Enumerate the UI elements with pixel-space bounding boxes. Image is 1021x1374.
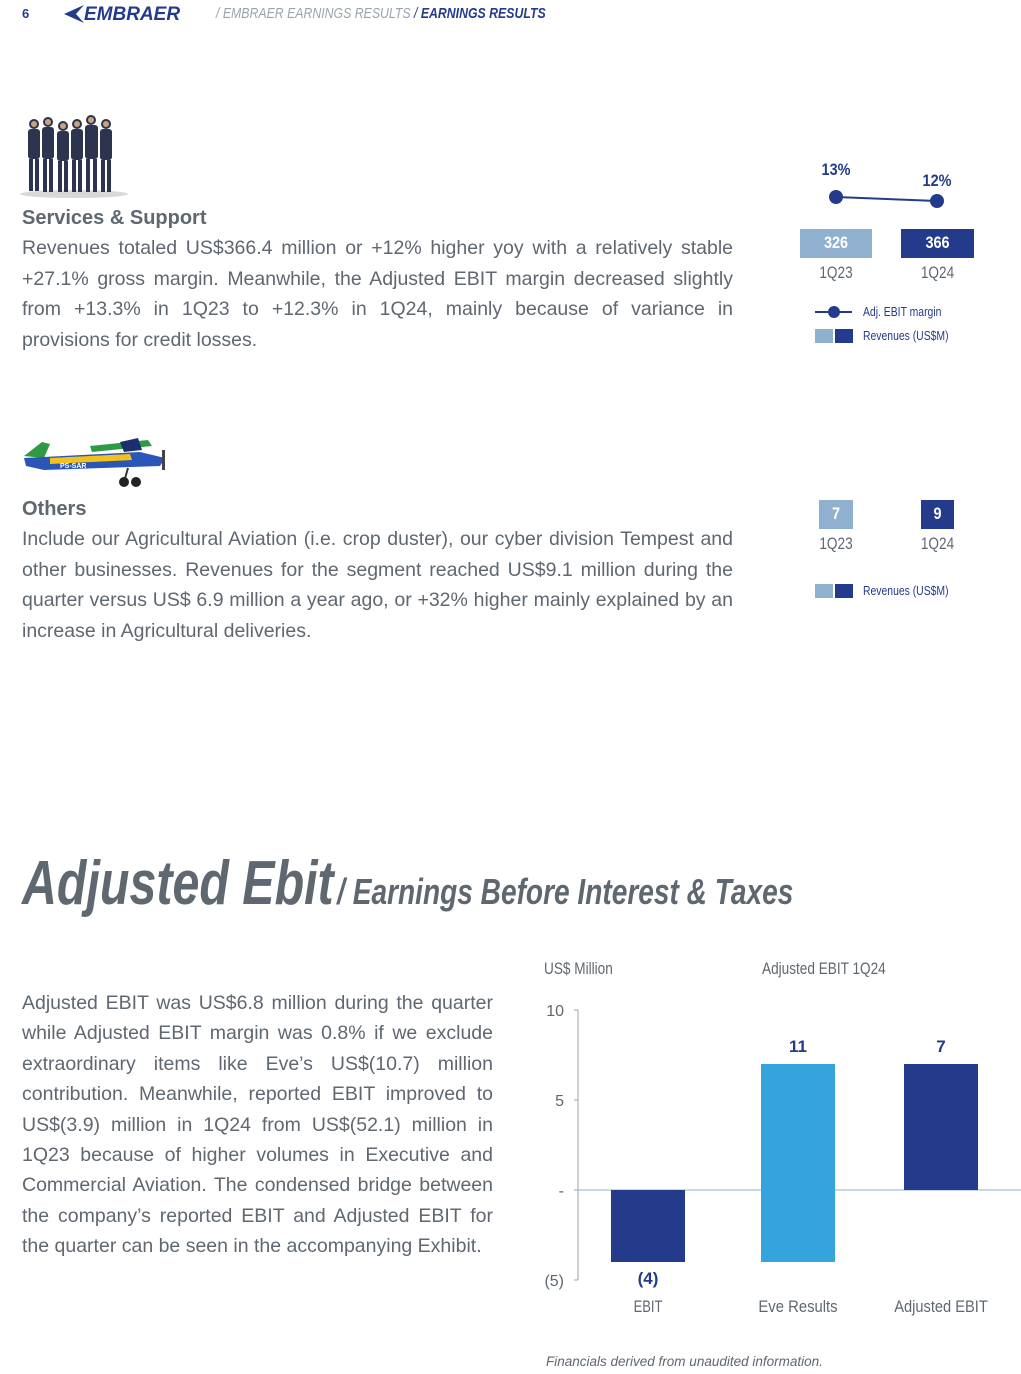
legend-swatch-dark xyxy=(835,329,853,343)
breadcrumb xyxy=(216,5,546,22)
heading-sub: / Earnings Before Interest & Taxes xyxy=(337,871,794,912)
services-title: Services & Support xyxy=(22,207,207,229)
revenue-value-1q24: 366 xyxy=(925,233,950,252)
legend-swatch-light xyxy=(815,584,833,598)
breadcrumb-current: EARNINGS RESULTS xyxy=(420,5,546,22)
ebit-margin-point-1q24 xyxy=(930,194,944,208)
bar-eve-results xyxy=(761,1064,835,1262)
y-axis-title: US$ Million xyxy=(544,959,613,978)
others-body: Include our Agricultural Aviation (i.e. crop duster), our cyber division Tempest and other businesses. Revenues for the segment reached US$9.1 million during the quarter versus US$ 6.9 million a year ago, or +32% higher mainly explained by an increase in Agricultural deliveries. xyxy=(22,528,733,642)
embraer-chevron-icon xyxy=(58,2,86,26)
category-label-1q24: 1Q24 xyxy=(920,263,955,282)
footnote: Financials derived from unaudited information. xyxy=(546,1354,823,1369)
category-label: Eve Results xyxy=(758,1297,838,1316)
bar-ebit xyxy=(611,1190,685,1262)
logo-wordmark: EMBRAER xyxy=(84,4,181,25)
y-tick-label: (5) xyxy=(544,1273,564,1290)
others-title: Others xyxy=(22,498,87,520)
breadcrumb-item[interactable]: EMBRAER EARNINGS RESULTS xyxy=(222,5,411,22)
breadcrumb-separator: / xyxy=(413,5,418,22)
crop-duster-airplane-icon xyxy=(20,436,170,490)
others-category-1q23: 1Q23 xyxy=(819,534,853,553)
adjusted-body: Adjusted EBIT was US$6.8 million during the quarter while Adjusted EBIT margin was 0.8% if we exclude extraordinary items like Eve’s US$(10.7) million contribution. Meanwhile, reported EBIT improved to US$(3.9) million in 1Q24 from US$(52.1) million in 1Q23 because of higher volumes in Executive and Commercial Aviation. The condensed bridge between the company’s reported EBIT and Adjusted EBIT for the quarter can be seen in the accompanying Exhibit. xyxy=(22,992,493,1258)
heading-main: Adjusted Ebit xyxy=(22,849,334,918)
ebit-margin-line xyxy=(836,197,937,201)
plane-registration: PS-SAR xyxy=(60,463,87,470)
page-number: 6 xyxy=(22,6,30,21)
bar-value-label: 11 xyxy=(789,1037,807,1056)
category-label-1q23: 1Q23 xyxy=(819,263,853,282)
legend-ebit-margin: Adj. EBIT margin xyxy=(863,304,942,319)
others-category-1q24: 1Q24 xyxy=(920,534,955,553)
section-heading xyxy=(22,848,793,919)
revenue-value-1q23: 326 xyxy=(823,233,849,252)
legend-swatch-dark xyxy=(835,584,853,598)
bar-value-label: (4) xyxy=(637,1269,659,1288)
category-label: Adjusted EBIT xyxy=(894,1297,988,1316)
ebit-margin-label-1q23: 13% xyxy=(821,160,851,179)
legend-revenues: Revenues (US$M) xyxy=(863,583,949,598)
technicians-team-photo-icon xyxy=(18,110,130,198)
others-value-1q23: 7 xyxy=(831,504,841,523)
y-tick-label: 5 xyxy=(555,1093,564,1110)
breadcrumb-separator: / xyxy=(216,5,220,22)
y-tick-label: - xyxy=(558,1183,564,1200)
ebit-margin-label-1q24: 12% xyxy=(922,171,952,190)
ebit-margin-point-1q23 xyxy=(829,190,843,204)
y-tick-label: 10 xyxy=(546,1003,564,1020)
category-label: EBIT xyxy=(633,1297,663,1316)
embraer-logo xyxy=(58,2,203,26)
bridge-chart xyxy=(540,990,1021,1330)
legend-swatch-light xyxy=(815,329,833,343)
bar-value-label: 7 xyxy=(936,1037,946,1056)
legend-line-marker xyxy=(828,306,840,318)
services-body: Revenues totaled US$366.4 million or +12% higher yoy with a relatively stable +27.1% gross margin. Meanwhile, the Adjusted EBIT margin decreased slightly from +13.3% in 1Q23 to +12.3% in 1Q24, mainly because of variance in provisions for credit losses. xyxy=(22,237,733,351)
others-value-1q24: 9 xyxy=(933,504,942,523)
legend-revenues: Revenues (US$M) xyxy=(863,328,949,343)
chart-title: Adjusted EBIT 1Q24 xyxy=(762,959,886,978)
bar-adjusted-ebit xyxy=(904,1064,978,1190)
